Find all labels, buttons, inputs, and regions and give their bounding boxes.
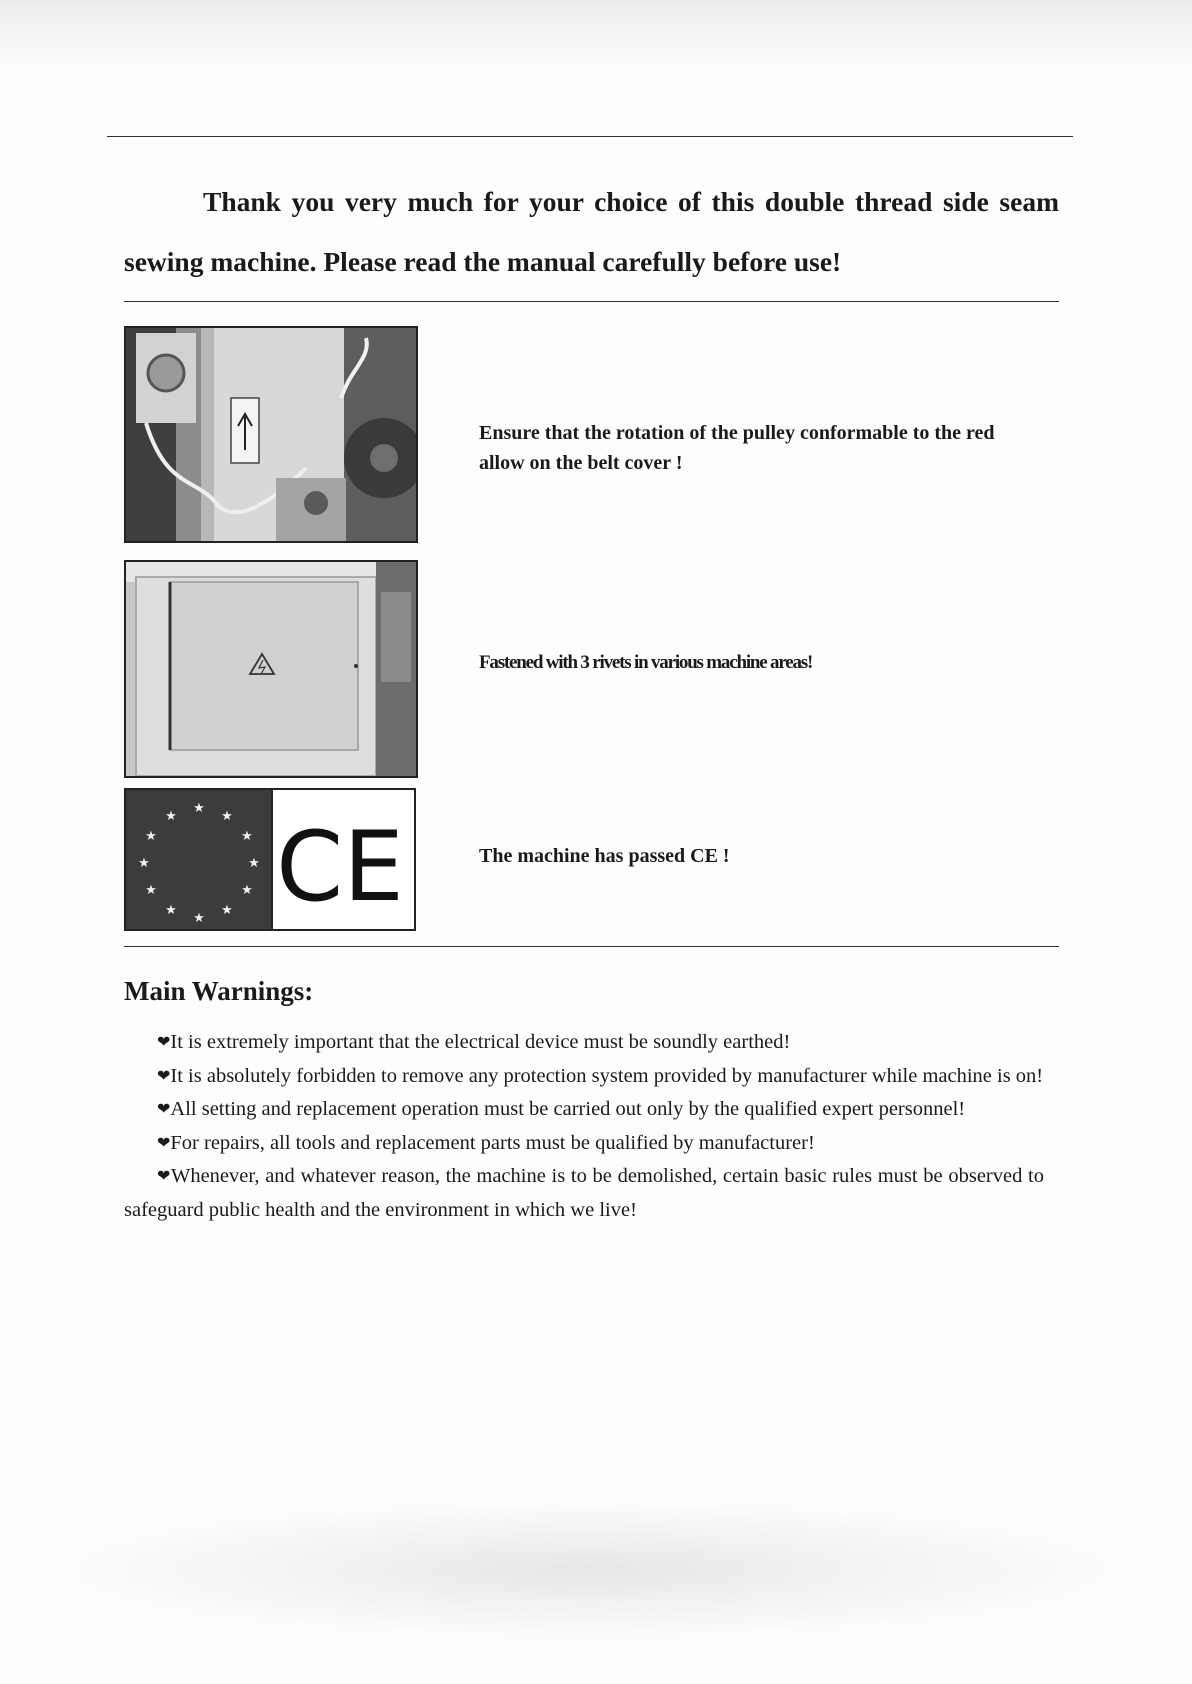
warning-item: ❤Whenever, and whatever reason, the machine is to be demolished, certain basic rules must be observed to safeguard public health and the environment in which we live! (124, 1165, 1044, 1221)
svg-text:★: ★ (145, 883, 157, 898)
svg-text:★: ★ (138, 856, 150, 871)
heart-icon: ❤ (157, 1034, 171, 1051)
heart-icon: ❤ (157, 1168, 171, 1185)
eu-ce-illustration (126, 790, 414, 929)
heart-icon: ❤ (157, 1067, 171, 1085)
protection-cover-photo (124, 560, 418, 778)
scan-shadow-bottom (60, 1500, 1120, 1640)
svg-text:★: ★ (248, 856, 260, 871)
svg-text:★: ★ (165, 809, 177, 824)
warnings-list (124, 1026, 1044, 1227)
svg-text:★: ★ (193, 911, 205, 926)
section-rule (124, 946, 1059, 947)
svg-text:★: ★ (221, 809, 233, 824)
rivets-caption: Fastened with 3 rivets in various machine areas! (479, 652, 813, 673)
svg-text:★: ★ (145, 829, 157, 844)
heart-icon: ❤ (157, 1101, 171, 1118)
warning-item: ❤It is absolutely forbidden to remove any protection system provided by manufacturer while machine is on! (157, 1064, 1044, 1087)
svg-text:★: ★ (241, 829, 253, 844)
ce-caption: The machine has passed CE ! (479, 845, 730, 867)
protection-cover-illustration (126, 562, 416, 776)
intro-text: Thank you very much for your choice of this double thread side seam sewing machine. Please read the manual carefully before use! (124, 186, 1059, 277)
ce-certification-image (124, 788, 416, 931)
svg-text:★: ★ (241, 883, 253, 898)
svg-text:★: ★ (165, 903, 177, 918)
top-rule (107, 136, 1073, 137)
svg-text:★: ★ (221, 903, 233, 918)
warnings-title: Main Warnings: (124, 976, 314, 1006)
warning-item: ❤All setting and replacement operation must be carried out only by the qualified expert personnel! (157, 1098, 966, 1120)
warning-item: ❤For repairs, all tools and replacement parts must be qualified by manufacturer! (157, 1131, 815, 1154)
scan-shadow-top (0, 0, 1192, 70)
pulley-caption: Ensure that the rotation of the pulley conformable to the red allow on the belt cover ! (479, 422, 995, 474)
intro-rule (124, 301, 1059, 302)
svg-text:★: ★ (193, 801, 205, 816)
pulley-photo (124, 326, 418, 543)
ce-mark-icon: CE (276, 811, 404, 923)
warning-item: ❤It is extremely important that the electrical device must be soundly earthed! (157, 1031, 791, 1053)
pulley-photo-illustration (126, 328, 416, 541)
heart-icon: ❤ (157, 1134, 171, 1152)
